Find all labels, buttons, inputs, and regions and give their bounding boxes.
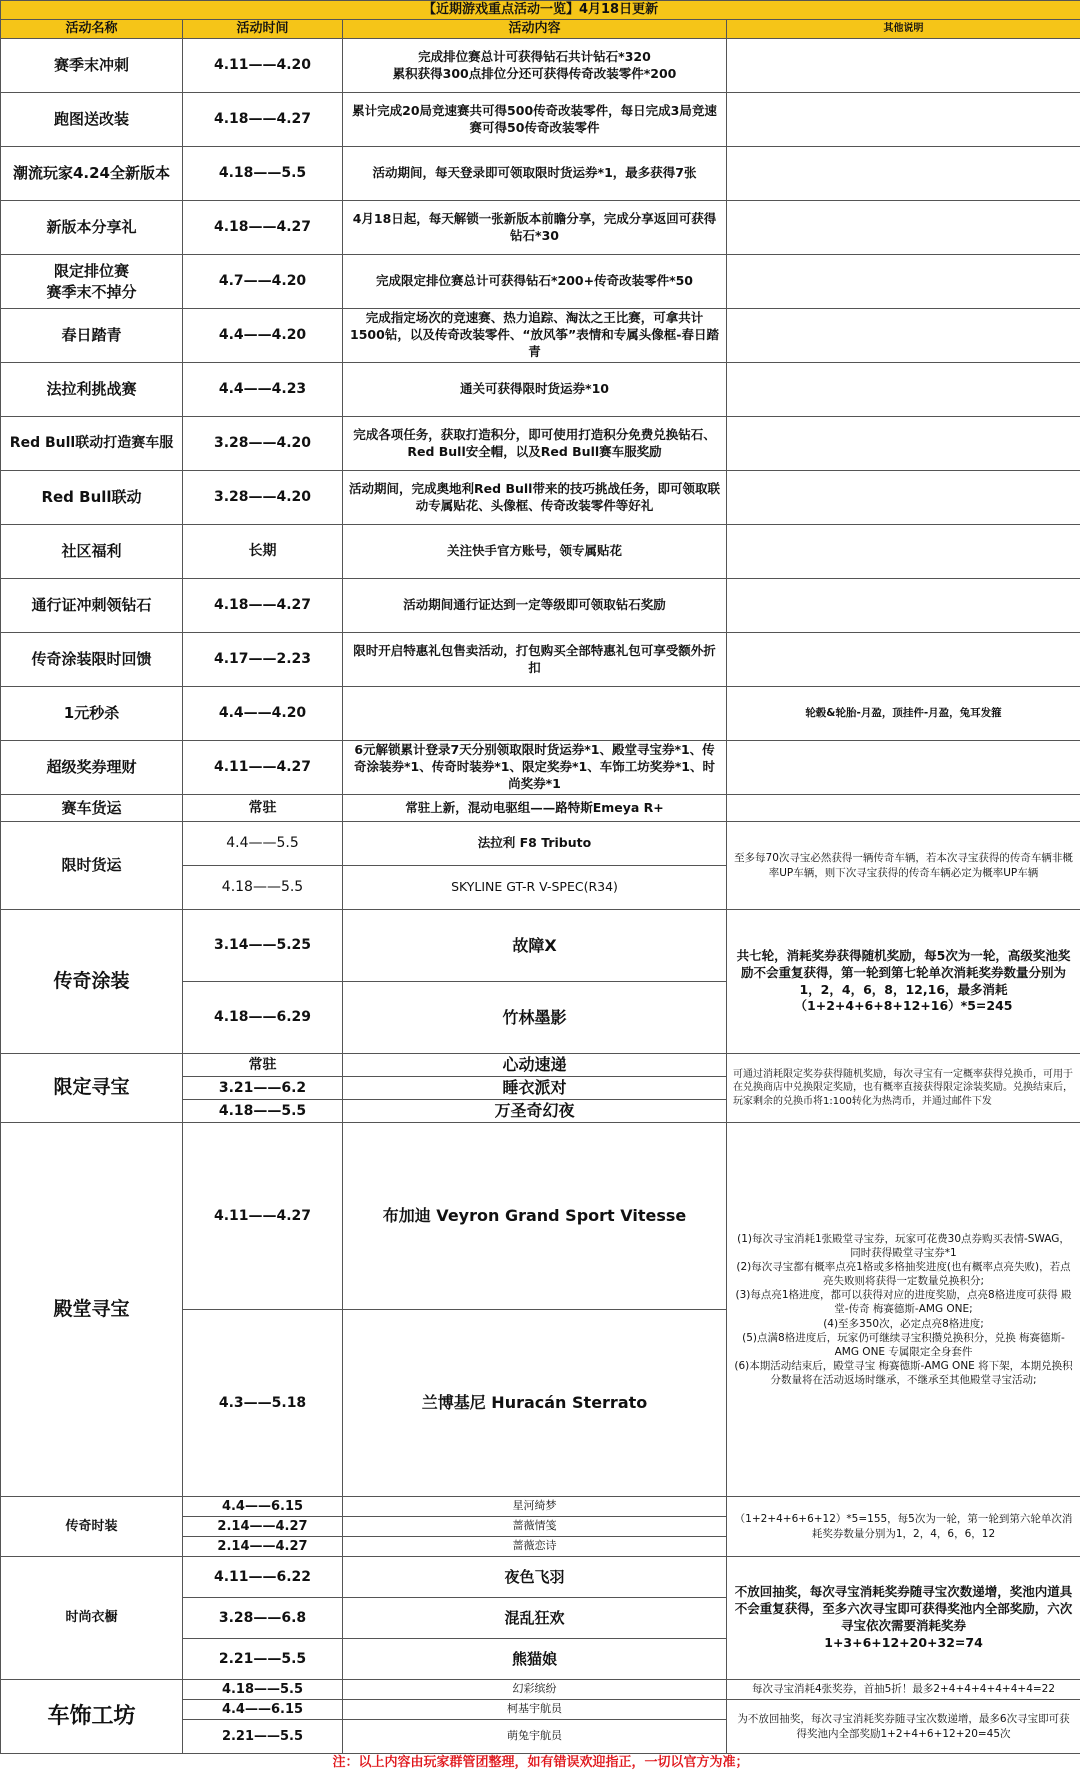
group-name: 车饰工坊 <box>1 1680 183 1754</box>
activity-content: 关注快手官方账号，领专属贴花 <box>343 525 727 579</box>
activity-note <box>727 201 1080 255</box>
activity-name: 限定排位赛 赛季末不掉分 <box>1 255 183 309</box>
table-row <box>1 1123 1080 1310</box>
table-row <box>1 1054 1080 1077</box>
activity-name: 1元秒杀 <box>1 687 183 741</box>
group-item-content: 万圣奇幻夜 <box>343 1100 727 1123</box>
activity-name: 社区福利 <box>1 525 183 579</box>
activity-content: 累计完成20局竞速赛共可得500传奇改装零件，每日完成3局竞速赛可得50传奇改装零件 <box>343 93 727 147</box>
table-row <box>1 795 1080 822</box>
activity-time: 4.18——4.27 <box>183 93 343 147</box>
activity-name: 赛季末冲刺 <box>1 39 183 93</box>
activity-name: 潮流玩家4.24全新版本 <box>1 147 183 201</box>
activity-content: 完成各项任务，获取打造积分，即可使用打造积分免费兑换钻石、Red Bull安全帽，以及Red Bull赛车服奖励 <box>343 417 727 471</box>
activity-content: 活动期间，完成奥地利Red Bull带来的技巧挑战任务，即可领取联动专属贴花、头像框、传奇改装零件等好礼 <box>343 471 727 525</box>
activity-time: 4.4——4.20 <box>183 309 343 363</box>
activity-content: 完成排位赛总计可获得钻石共计钻石*320 累积获得300点排位分还可获得传奇改装零件*200 <box>343 39 727 93</box>
header-row <box>1 20 1080 39</box>
group-item-time: 2.14——4.27 <box>183 1537 343 1557</box>
group-name: 殿堂寻宝 <box>1 1123 183 1497</box>
activity-content: 活动期间，每天登录即可领取限时货运券*1，最多获得7张 <box>343 147 727 201</box>
group-name: 传奇涂装 <box>1 910 183 1054</box>
activity-note <box>727 633 1080 687</box>
table-row <box>1 822 1080 866</box>
activity-name: 新版本分享礼 <box>1 201 183 255</box>
group-name: 限时货运 <box>1 822 183 910</box>
group-item-time: 4.18——5.5 <box>183 1680 343 1700</box>
header-content: 活动内容 <box>343 20 727 39</box>
group-item-content: 睡衣派对 <box>343 1077 727 1100</box>
table-row <box>1 363 1080 417</box>
activity-time: 4.4——4.23 <box>183 363 343 417</box>
group-note: 可通过消耗限定奖券获得随机奖励，每次寻宝有一定概率获得兑换币，可用于在兑换商店中兑换限定奖励，也有概率直接获得限定涂装奖励。兑换结束后，玩家剩余的兑换币将1:100转化为热湾币，并通过邮件下发 <box>727 1054 1080 1123</box>
group-item-content: 蔷薇情笺 <box>343 1517 727 1537</box>
table-row <box>1 201 1080 255</box>
group-note: 不放回抽奖，每次寻宝消耗奖券随寻宝次数递增，奖池内道具不会重复获得，至多六次寻宝即可获得奖池内全部奖励，六次寻宝依次需要消耗奖券 1+3+6+12+20+32=74 <box>727 1557 1080 1680</box>
activity-name: Red Bull联动打造赛车服 <box>1 417 183 471</box>
table-row <box>1 1497 1080 1517</box>
table-row <box>1 147 1080 201</box>
activity-note: 轮毂&轮胎-月盈，顶挂件-月盈，兔耳发箍 <box>727 687 1080 741</box>
activity-time: 4.7——4.20 <box>183 255 343 309</box>
group-item-time: 4.18——5.5 <box>183 1100 343 1123</box>
activity-content: 通关可获得限时货运券*10 <box>343 363 727 417</box>
group-item-content: 熊猫娘 <box>343 1639 727 1680</box>
group-note: 共七轮，消耗奖券获得随机奖励，每5次为一轮，高级奖池奖励不会重复获得，第一轮到第七轮单次消耗奖券数量分别为1，2，4，6，8，12,16，最多消耗（1+2+4+6+8+12+16）*5=245 <box>727 910 1080 1054</box>
activity-note <box>727 309 1080 363</box>
activity-content: 4月18日起，每天解锁一张新版本前瞻分享，完成分享返回可获得钻石*30 <box>343 201 727 255</box>
activity-note <box>727 147 1080 201</box>
group-item-time: 2.21——5.5 <box>183 1720 343 1754</box>
group-item-time: 常驻 <box>183 1054 343 1077</box>
activity-note <box>727 93 1080 147</box>
header-time: 活动时间 <box>183 20 343 39</box>
header-note: 其他说明 <box>727 20 1080 39</box>
group-item-time: 2.21——5.5 <box>183 1639 343 1680</box>
activity-note <box>727 795 1080 822</box>
activity-content <box>343 687 727 741</box>
group-item-time: 4.18——5.5 <box>183 866 343 910</box>
activity-note <box>727 363 1080 417</box>
activity-time: 4.18——4.27 <box>183 579 343 633</box>
group-item-content: SKYLINE GT-R V-SPEC(R34) <box>343 866 727 910</box>
group-item-time: 4.4——6.15 <box>183 1497 343 1517</box>
activity-note <box>727 741 1080 795</box>
activity-name: 法拉利挑战赛 <box>1 363 183 417</box>
group-note: 为不放回抽奖，每次寻宝消耗奖券随寻宝次数递增，最多6次寻宝即可获得奖池内全部奖励1+2+4+6+12+20=45次 <box>727 1700 1080 1754</box>
activity-time: 4.17——2.23 <box>183 633 343 687</box>
table-row <box>1 741 1080 795</box>
table-row <box>1 579 1080 633</box>
group-item-content: 萌兔宇航员 <box>343 1720 727 1754</box>
activity-content: 完成限定排位赛总计可获得钻石*200+传奇改装零件*50 <box>343 255 727 309</box>
group-item-time: 3.28——6.8 <box>183 1598 343 1639</box>
group-item-content: 心动速递 <box>343 1054 727 1077</box>
activity-name: 通行证冲刺领钻石 <box>1 579 183 633</box>
group-item-time: 2.14——4.27 <box>183 1517 343 1537</box>
group-name: 时尚衣橱 <box>1 1557 183 1680</box>
activity-content: 活动期间通行证达到一定等级即可领取钻石奖励 <box>343 579 727 633</box>
activity-content: 完成指定场次的竞速赛、热力追踪、淘汰之王比赛，可拿共计1500钻，以及传奇改装零件、“放风筝”表情和专属头像框-春日踏青 <box>343 309 727 363</box>
activity-name: 超级奖券理财 <box>1 741 183 795</box>
table-row <box>1 417 1080 471</box>
group-item-content: 布加迪 Veyron Grand Sport Vitesse <box>343 1123 727 1310</box>
group-name: 传奇时装 <box>1 1497 183 1557</box>
group-item-content: 法拉利 F8 Tributo <box>343 822 727 866</box>
table-row <box>1 93 1080 147</box>
table-row <box>1 309 1080 363</box>
table-row <box>1 39 1080 93</box>
table-row <box>1 525 1080 579</box>
activity-time: 3.28——4.20 <box>183 471 343 525</box>
activity-name: 赛车货运 <box>1 795 183 822</box>
table-row <box>1 471 1080 525</box>
footer-note: 注：以上内容由玩家群管团整理，如有错误欢迎指正，一切以官方为准； <box>332 1755 749 1770</box>
activity-content: 6元解锁累计登录7天分别领取限时货运券*1、殿堂寻宝券*1、传奇涂装券*1、传奇时装券*1、限定奖券*1、车饰工坊奖券*1、时尚奖券*1 <box>343 741 727 795</box>
group-item-content: 星河绮梦 <box>343 1497 727 1517</box>
group-item-content: 幻彩缤纷 <box>343 1680 727 1700</box>
table-row <box>1 910 1080 982</box>
group-item-content: 兰博基尼 Huracán Sterrato <box>343 1310 727 1497</box>
group-item-time: 4.11——6.22 <box>183 1557 343 1598</box>
activity-content: 常驻上新，混动电驱组——路特斯Emeya R+ <box>343 795 727 822</box>
activity-note <box>727 255 1080 309</box>
group-note: (1)每次寻宝消耗1张殿堂寻宝券，玩家可花费30点券购买表情-SWAG，同时获得殿堂寻宝券*1 (2)每次寻宝都有概率点亮1格或多格抽奖进度(也有概率点亮失败)，若点亮失败则将获得一定数量兑换积分; (3)每点亮1格进度，都可以获得对应的进度奖励，点亮8格进度可获得 殿堂-传奇 梅赛德斯-AMG ONE; (4)至多350次，必定点亮8格进度; (5)点满8格进度后，玩家仍可继续寻宝积攒兑换积分，兑换 梅赛德斯-AMG ONE 专属限定全身套件 (6)本期活动结束后，殿堂寻宝 梅赛德斯-AMG ONE 将下架，本期兑换积分数量将在活动返场时继承，不继承至其他殿堂寻宝活动; <box>727 1123 1080 1497</box>
activity-time: 4.18——5.5 <box>183 147 343 201</box>
activity-note <box>727 417 1080 471</box>
group-note: 每次寻宝消耗4张奖券，首抽5折！最多2+4+4+4+4+4+4=22 <box>727 1680 1080 1700</box>
activity-note <box>727 579 1080 633</box>
group-name: 限定寻宝 <box>1 1054 183 1123</box>
activity-name: 跑图送改装 <box>1 93 183 147</box>
activity-note <box>727 39 1080 93</box>
activity-name: 春日踏青 <box>1 309 183 363</box>
activity-note <box>727 525 1080 579</box>
banner-row <box>1 1 1080 20</box>
group-item-content: 故障X <box>343 910 727 982</box>
table-row <box>1 255 1080 309</box>
banner-title: 【近期游戏重点活动一览】4月18日更新 <box>1 1 1080 20</box>
group-item-time: 3.14——5.25 <box>183 910 343 982</box>
header-name: 活动名称 <box>1 20 183 39</box>
group-item-content: 夜色飞羽 <box>343 1557 727 1598</box>
group-item-time: 4.4——6.15 <box>183 1700 343 1720</box>
table-row <box>1 1680 1080 1700</box>
table-row <box>1 633 1080 687</box>
activity-time: 常驻 <box>183 795 343 822</box>
activity-time: 4.11——4.27 <box>183 741 343 795</box>
table-row <box>1 1557 1080 1598</box>
group-item-time: 4.18——6.29 <box>183 982 343 1054</box>
group-note: 至多每70次寻宝必然获得一辆传奇车辆，若本次寻宝获得的传奇车辆非概率UP车辆，则下次寻宝获得的传奇车辆必定为概率UP车辆 <box>727 822 1080 910</box>
activity-time: 3.28——4.20 <box>183 417 343 471</box>
activity-time: 4.18——4.27 <box>183 201 343 255</box>
group-note: （1+2+4+6+6+12）*5=155，每5次为一轮，第一轮到第六轮单次消耗奖券数量分别为1，2，4，6，6，12 <box>727 1497 1080 1557</box>
activity-note <box>727 471 1080 525</box>
activity-time: 4.4——4.20 <box>183 687 343 741</box>
group-item-time: 4.4——5.5 <box>183 822 343 866</box>
activity-time: 4.11——4.20 <box>183 39 343 93</box>
group-item-content: 竹林墨影 <box>343 982 727 1054</box>
activity-time: 长期 <box>183 525 343 579</box>
activity-name: Red Bull联动 <box>1 471 183 525</box>
group-item-content: 蔷薇恋诗 <box>343 1537 727 1557</box>
footer-row <box>1 1754 1080 1773</box>
table-row <box>1 687 1080 741</box>
group-item-time: 3.21——6.2 <box>183 1077 343 1100</box>
activity-name: 传奇涂装限时回馈 <box>1 633 183 687</box>
group-item-time: 4.11——4.27 <box>183 1123 343 1310</box>
group-item-time: 4.3——5.18 <box>183 1310 343 1497</box>
activity-content: 限时开启特惠礼包售卖活动，打包购买全部特惠礼包可享受额外折扣 <box>343 633 727 687</box>
group-item-content: 柯基宇航员 <box>343 1700 727 1720</box>
group-item-content: 混乱狂欢 <box>343 1598 727 1639</box>
